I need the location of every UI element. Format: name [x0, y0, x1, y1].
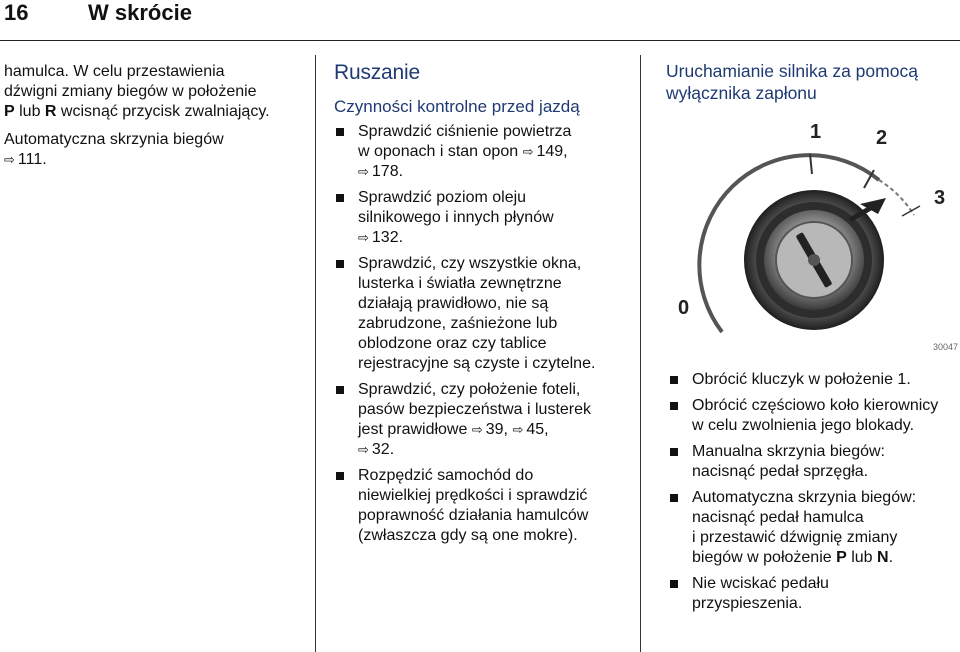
- position-1-label: 1: [810, 121, 822, 143]
- item-text: Obrócić częściowo koło kierownicy: [692, 397, 939, 414]
- left-para-line: [4, 102, 304, 122]
- item-text: przyspieszenia.: [692, 595, 803, 612]
- section-heading-line: wyłącznika zapłonu: [666, 83, 817, 103]
- gear-p-label: P: [836, 549, 847, 566]
- start-position-arc: [879, 180, 914, 215]
- right-list-container: [668, 370, 960, 620]
- bullet-square-icon: [336, 128, 344, 136]
- figure-code: 30047: [932, 342, 958, 352]
- page-ref[interactable]: 45,: [526, 421, 549, 438]
- list-item: [334, 380, 634, 460]
- key-center: [808, 254, 820, 266]
- item-text: biegów w położenie: [692, 549, 837, 566]
- item-text: Manualna skrzynia biegów:: [692, 443, 885, 460]
- position-3-label: 3: [934, 187, 946, 209]
- page-ref-arrow-icon[interactable]: ⇨: [358, 164, 369, 179]
- list-item: [668, 396, 960, 436]
- right-column: [666, 60, 960, 104]
- page-ref-arrow-icon[interactable]: ⇨: [471, 422, 483, 437]
- page-ref[interactable]: 32.: [371, 441, 395, 458]
- bullet-square-icon: [336, 472, 344, 480]
- list-item: [334, 188, 634, 248]
- item-text: (zwłaszcza gdy są one mokre).: [358, 527, 578, 544]
- position-3-tick: [902, 206, 920, 216]
- list-item: [668, 442, 960, 482]
- page-ref-arrow-icon[interactable]: ⇨: [358, 230, 369, 245]
- section-heading: Ruszanie: [334, 61, 420, 84]
- page-ref[interactable]: 39,: [485, 421, 508, 438]
- item-text: nacisnąć pedał sprzęgła.: [692, 463, 869, 480]
- item-text: Sprawdzić ciśnienie powietrza: [358, 123, 572, 140]
- item-text: zabrudzone, zaśnieżone lub: [358, 315, 558, 332]
- section-heading-line: Uruchamianie silnika za pomocą: [666, 61, 918, 81]
- middle-column: [334, 60, 634, 552]
- page-header: [0, 0, 960, 40]
- text-fragment: wcisnąć przycisk zwalniający.: [56, 103, 270, 120]
- left-para-line: dźwigni zmiany biegów w położenie: [4, 83, 257, 100]
- column-divider-left: [315, 55, 316, 652]
- page-ref-arrow-icon[interactable]: ⇨: [4, 152, 15, 167]
- page-ref-arrow-icon[interactable]: ⇨: [522, 144, 534, 159]
- page-ref[interactable]: 132.: [371, 229, 404, 246]
- item-text: rejestracyjne są czyste i czytelne.: [358, 355, 596, 372]
- ignition-switch-illustration: [664, 110, 960, 358]
- bullet-square-icon: [336, 386, 344, 394]
- page-ref[interactable]: 111.: [17, 151, 47, 168]
- position-0-label: 0: [678, 297, 690, 319]
- list-item: [668, 370, 960, 390]
- bullet-square-icon: [336, 260, 344, 268]
- bullet-square-icon: [670, 402, 678, 410]
- item-text: Automatyczna skrzynia biegów:: [692, 489, 917, 506]
- header-rule: [0, 40, 960, 41]
- gear-r-label: R: [44, 103, 57, 120]
- section-subheading: Czynności kontrolne przed jazdą: [334, 97, 580, 116]
- item-text: Sprawdzić, czy położenie foteli,: [358, 381, 581, 398]
- left-para-line: [4, 150, 304, 170]
- position-2-label: 2: [876, 127, 888, 149]
- item-text: pasów bezpieczeństwa i lusterek: [358, 401, 592, 418]
- bullet-square-icon: [670, 494, 678, 502]
- page-ref-arrow-icon[interactable]: ⇨: [512, 422, 524, 437]
- item-text: lub: [846, 549, 878, 566]
- item-text: niewielkiej prędkości i sprawdzić: [358, 487, 588, 504]
- item-text: działają prawidłowo, nie są: [358, 295, 549, 312]
- ignition-switch-figure: [664, 110, 960, 358]
- item-text: w celu zwolnienia jego blokady.: [692, 417, 915, 434]
- item-text: i przestawić dźwignię zmiany: [692, 529, 898, 546]
- list-item: [334, 122, 634, 182]
- page-title: W skrócie: [88, 0, 192, 25]
- item-text: poprawność działania hamulców: [358, 507, 589, 524]
- list-item: [334, 254, 634, 374]
- checklist: [334, 122, 634, 546]
- column-divider-right: [640, 55, 641, 652]
- list-item: [668, 488, 960, 568]
- page-ref[interactable]: 178.: [371, 163, 404, 180]
- left-para-line: hamulca. W celu przestawienia: [4, 63, 225, 80]
- bullet-square-icon: [336, 194, 344, 202]
- item-text: nacisnąć pedał hamulca: [692, 509, 864, 526]
- list-item: [668, 574, 960, 614]
- page-ref[interactable]: 149,: [536, 143, 568, 160]
- item-text: Sprawdzić, czy wszystkie okna,: [358, 255, 582, 272]
- bullet-square-icon: [670, 580, 678, 588]
- item-text: .: [888, 549, 894, 566]
- text-fragment: lub: [14, 103, 45, 120]
- item-text: oblodzone oraz czy tablice: [358, 335, 547, 352]
- page-number: 16: [4, 0, 29, 25]
- bullet-square-icon: [670, 376, 678, 384]
- list-item: [334, 466, 634, 546]
- page-ref-arrow-icon[interactable]: ⇨: [358, 442, 369, 457]
- item-text: jest prawidłowe: [358, 421, 468, 438]
- item-text: lusterka i światła zewnętrzne: [358, 275, 562, 292]
- item-text: silnikowego i innych płynów: [358, 209, 554, 226]
- item-text: Rozpędzić samochód do: [358, 467, 534, 484]
- gear-n-label: N: [877, 549, 889, 566]
- item-text: Sprawdzić poziom oleju: [358, 189, 527, 206]
- ignition-steps: [668, 370, 960, 614]
- left-para-line: Automatyczna skrzynia biegów: [4, 131, 224, 148]
- left-column: [4, 62, 304, 170]
- item-text: w oponach i stan opon: [358, 143, 519, 160]
- item-text: Nie wciskać pedału: [692, 575, 829, 592]
- bullet-square-icon: [670, 448, 678, 456]
- gear-p-label: P: [4, 103, 15, 120]
- item-text: Obrócić kluczyk w położenie 1.: [692, 371, 911, 388]
